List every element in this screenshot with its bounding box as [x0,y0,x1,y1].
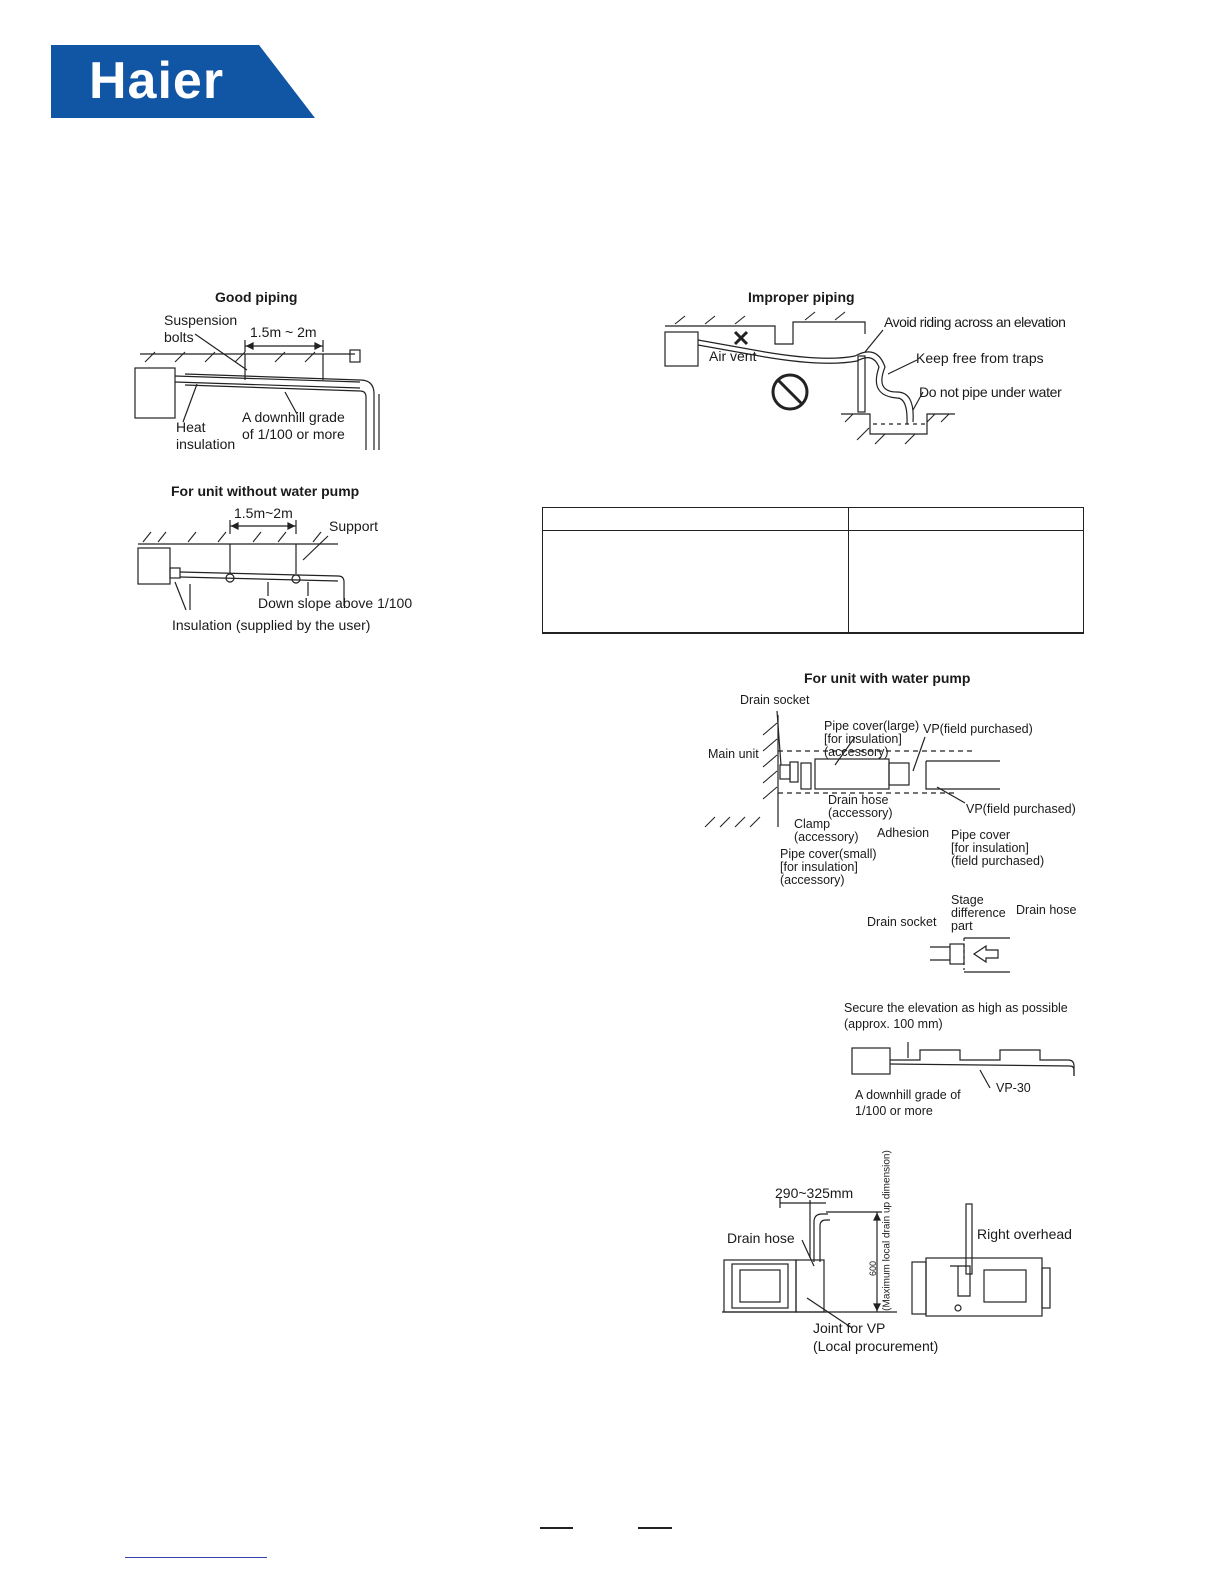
label-drain-socket-top: Drain socket [740,693,810,707]
label-insulation-user: Insulation (supplied by the user) [172,617,371,633]
label-drain-hose-accessory: Drain hose (accessory) [828,793,893,820]
label-clamp: Clamp (accessory) [794,817,859,844]
footer-link-underline [125,1557,267,1558]
label-not-under-water: Do not pipe under water [919,384,1062,400]
label-avoid-elevation: Avoid riding across an elevation [884,314,1066,330]
without-pump-title: For unit without water pump [171,483,360,499]
spec-table [542,507,1084,634]
footer-line-left [540,1527,573,1529]
improper-piping-title: Improper piping [748,289,855,305]
elevation-detail-figure [850,1040,1080,1085]
table-cell-1 [543,531,849,634]
label-max-drain-up: (Maximum local drain up dimension) [881,1150,893,1311]
label-air-vent: Air vent [709,348,757,364]
footer-line-right [638,1527,672,1529]
label-pipe-cover-field: Pipe cover [for insulation] (field purchased) [951,828,1045,868]
label-vp-top: VP(field purchased) [923,722,1033,736]
label-heat-insulation: Heat insulation [176,419,236,452]
label-keep-free-traps: Keep free from traps [916,350,1044,366]
brand-logo-text: Haier [89,52,225,110]
label-down-slope: Down slope above 1/100 [258,595,413,611]
label-vp30: VP-30 [996,1081,1031,1095]
label-stage-difference: Stage difference part [951,893,1006,933]
improper-piping-figure [665,312,965,447]
label-span-good: 1.5m ~ 2m [250,324,317,340]
label-joint-vp: Joint for VP (Local procurement) [813,1320,939,1354]
label-adhesion: Adhesion [877,826,930,840]
drain-up-figure [722,1200,1082,1320]
label-pipe-cover-large: Pipe cover(large) [for insulation] (accessory) [824,719,920,759]
label-pipe-cover-small: Pipe cover(small) [for insulation] (accessory) [780,847,877,887]
label-drain-hose-stage: Drain hose [1016,903,1077,917]
label-drain-hose-up: Drain hose [727,1230,795,1246]
table-cell-2 [849,531,1084,634]
label-support: Support [329,518,379,534]
table-header-cell-1 [543,508,849,531]
label-height-600: 600 [868,1260,879,1277]
brand-logo [51,45,315,118]
label-vp-right: VP(field purchased) [966,802,1076,816]
good-piping-title: Good piping [215,289,298,305]
with-pump-title: For unit with water pump [804,670,971,686]
label-downhill-grade: A downhill grade of 1/100 or more [242,409,345,442]
label-suspension-bolts: Suspension bolts [164,312,238,345]
label-grade-elevation: A downhill grade of 1/100 or more [855,1088,961,1118]
label-right-overhead: Right overhead [977,1226,1072,1242]
stage-detail-figure [930,930,1020,975]
label-secure-elevation: Secure the elevation as high as possible (approx. 100 mm) [844,1001,1068,1031]
label-range: 290~325mm [775,1185,854,1201]
label-span-no-pump: 1.5m~2m [234,505,293,521]
label-drain-socket-stage: Drain socket [867,915,937,929]
label-main-unit: Main unit [708,747,759,761]
table-header-cell-2 [849,508,1084,531]
